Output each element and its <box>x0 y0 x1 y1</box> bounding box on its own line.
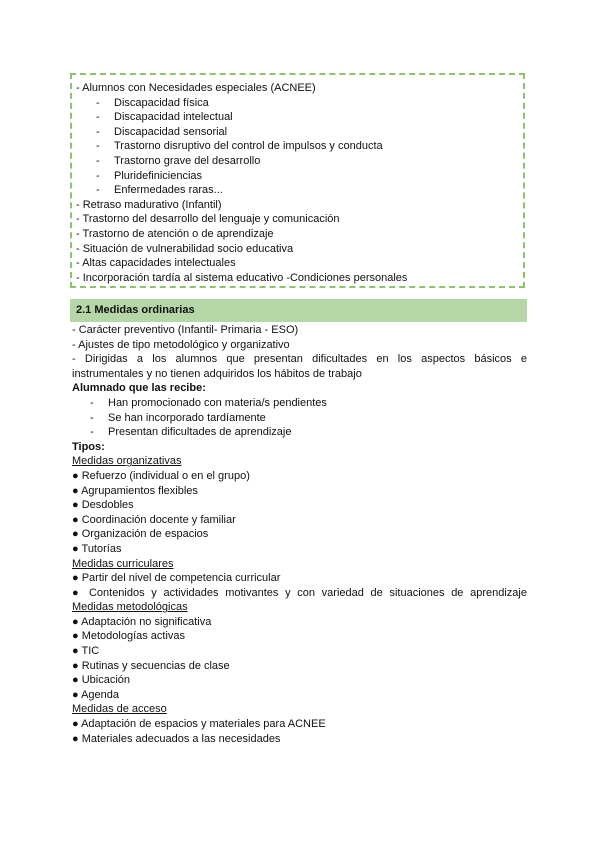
item-text: Trastorno grave del desarrollo <box>114 154 261 167</box>
item-text: Se han incorporado tardíamente <box>108 411 266 424</box>
bullet-item: ● Partir del nivel de competencia curricular <box>72 572 281 585</box>
dash-bullet: - <box>90 426 94 439</box>
sub-list-item <box>76 154 523 169</box>
item-text: Han promocionado con materia/s pendientes <box>108 396 327 409</box>
dash-bullet: - <box>90 411 94 424</box>
list-item-continued: instrumentales y no tienen adquiridos los hábitos de trabajo <box>72 367 362 380</box>
sub-list-item <box>76 125 523 140</box>
dash-bullet: - <box>96 169 100 182</box>
bullet-item: ● Adaptación de espacios y materiales para ACNEE <box>72 718 326 731</box>
group-title: Medidas curriculares <box>72 557 174 570</box>
bullet-item: ● TIC <box>72 645 100 658</box>
bullet-item: ● Desdobles <box>72 499 134 512</box>
item-text: Presentan dificultades de aprendizaje <box>108 426 292 439</box>
bullet-item: ● Contenidos y actividades motivantes y con variedad de situaciones de aprendizaje <box>72 586 527 599</box>
dash-bullet: - <box>96 111 100 124</box>
dash-bullet: - <box>96 184 100 197</box>
sub-list-item <box>76 110 523 125</box>
item-text: Discapacidad física <box>114 96 209 109</box>
list-item: - Trastorno del desarrollo del lenguaje y comunicación <box>76 213 340 226</box>
dash-bullet: - <box>96 154 100 167</box>
sub-list-item <box>72 411 527 426</box>
sub-list-item <box>72 396 527 411</box>
group-title: Medidas organizativas <box>72 455 182 468</box>
sub-list-item <box>76 183 523 198</box>
sub-list-item <box>76 139 523 154</box>
bullet-item: ● Tutorías <box>72 542 122 555</box>
dash-bullet: - <box>96 96 100 109</box>
item-text: Pluridefiniciencias <box>114 169 203 182</box>
bullet-item: ● Materiales adecuados a las necesidades <box>72 732 281 745</box>
list-item: - Incorporación tardía al sistema educativo -Condiciones personales <box>76 271 408 284</box>
bullet-item: ● Coordinación docente y familiar <box>72 513 236 526</box>
list-item: - Situación de vulnerabilidad socio educativa <box>76 242 294 255</box>
list-item: - Dirigidas a los alumnos que presentan dificultades en los aspectos básicos e <box>72 353 527 366</box>
tipos-heading: Tipos: <box>72 440 105 453</box>
dash-bullet: - <box>96 125 100 138</box>
nee-list-box <box>70 73 525 288</box>
bullet-item: ● Ubicación <box>72 674 131 687</box>
alumnado-heading: Alumnado que las recibe: <box>72 382 206 395</box>
sub-list-item <box>72 425 527 440</box>
bullet-item: ● Organización de espacios <box>72 528 209 541</box>
bullet-item: ● Agrupamientos flexibles <box>72 484 198 497</box>
bullet-item: ● Agenda <box>72 688 120 701</box>
sub-list-item <box>76 96 523 111</box>
bullet-item: ● Metodologías activas <box>72 630 186 643</box>
section-body <box>72 323 527 746</box>
list-item: - Altas capacidades intelectuales <box>76 257 236 270</box>
list-item: - Trastorno de atención o de aprendizaje <box>76 227 274 240</box>
group-title: Medidas metodológicas <box>72 601 188 614</box>
bullet-item: ● Adaptación no significativa <box>72 615 212 628</box>
sub-list-item <box>76 169 523 184</box>
dash-bullet: - <box>96 140 100 153</box>
item-text: Trastorno disruptivo del control de impulsos y conducta <box>114 140 383 153</box>
bullet-item: ● Rutinas y secuencias de clase <box>72 659 230 672</box>
section-heading: 2.1 Medidas ordinarias <box>70 299 527 322</box>
item-text: Discapacidad intelectual <box>114 111 233 124</box>
item-text: Discapacidad sensorial <box>114 125 228 138</box>
dash-bullet: - <box>90 396 94 409</box>
list-item: - Carácter preventivo (Infantil- Primaria - ESO) <box>72 324 299 336</box>
group-title: Medidas de acceso <box>72 703 167 716</box>
list-item: - Alumnos con Necesidades especiales (ACNEE) <box>76 82 316 94</box>
list-item: - Retraso madurativo (Infantil) <box>76 198 222 211</box>
list-item: - Ajustes de tipo metodológico y organizativo <box>72 338 290 351</box>
bullet-item: ● Refuerzo (individual o en el grupo) <box>72 469 250 482</box>
item-text: Enfermedades raras... <box>114 184 223 197</box>
